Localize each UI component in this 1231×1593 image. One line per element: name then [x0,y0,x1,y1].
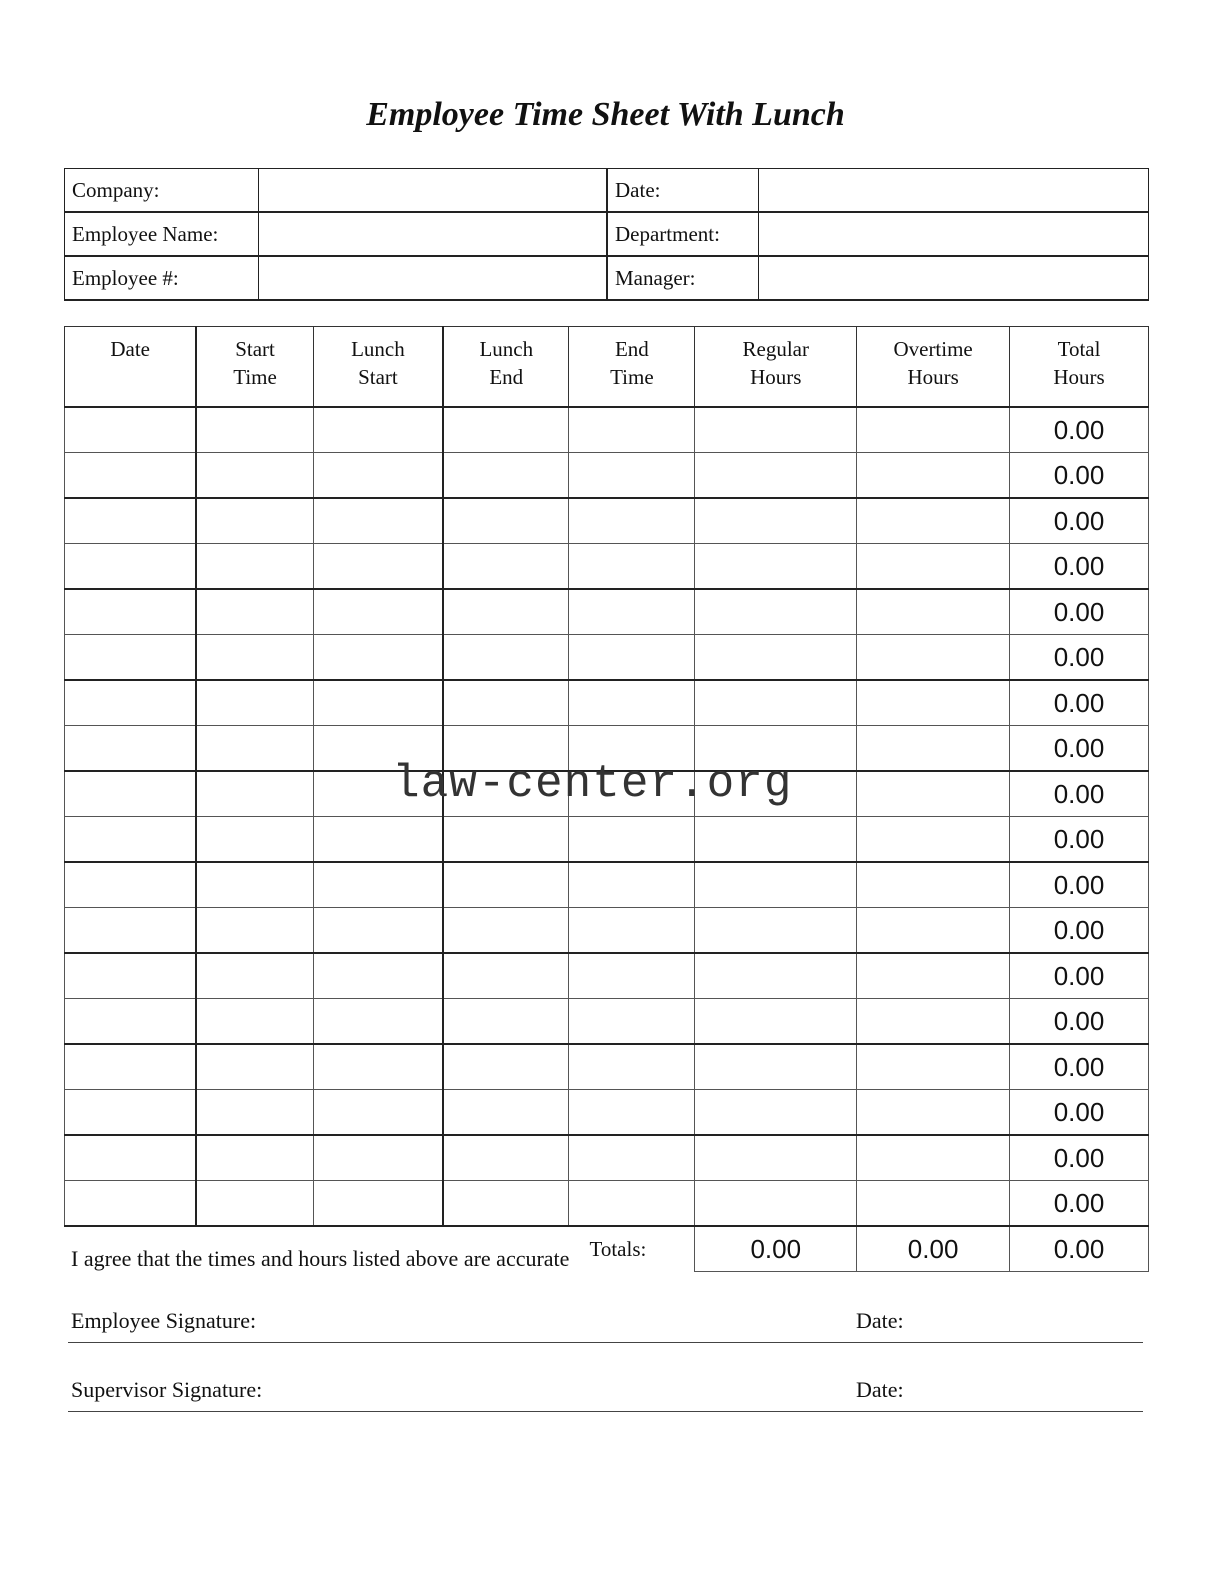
total-hours-cell: 0.00 [1010,544,1149,590]
regular-hours-cell[interactable] [695,1135,857,1181]
info-row-company [65,169,1149,213]
date-cell[interactable] [65,453,197,499]
regular-hours-cell[interactable] [695,635,857,681]
lunch-end-cell[interactable] [443,453,569,499]
lunch-end-cell[interactable] [443,726,569,772]
lunch-end-cell[interactable] [443,635,569,681]
date-cell[interactable] [65,908,197,954]
overtime-hours-cell[interactable] [857,726,1010,772]
total-hours-cell: 0.00 [1010,862,1149,908]
header-date: Date [65,327,197,408]
table-row [65,771,1149,817]
total-hours-cell: 0.00 [1010,635,1149,681]
employee-name-field[interactable] [259,212,608,256]
end-time-cell[interactable] [569,407,695,453]
start-time-cell[interactable] [196,407,313,453]
timesheet-header-row [65,327,1149,408]
regular-hours-cell[interactable] [695,498,857,544]
end-time-cell[interactable] [569,862,695,908]
lunch-end-cell[interactable] [443,908,569,954]
overtime-hours-cell[interactable] [857,1090,1010,1136]
end-time-cell[interactable] [569,771,695,817]
start-time-cell[interactable] [196,589,313,635]
table-row [65,1044,1149,1090]
start-time-cell[interactable] [196,1044,313,1090]
end-time-cell[interactable] [569,1090,695,1136]
total-hours-cell: 0.00 [1010,680,1149,726]
total-hours-cell: 0.00 [1010,498,1149,544]
company-label: Company: [65,169,259,213]
total-hours-cell: 0.00 [1010,726,1149,772]
total-hours-cell: 0.00 [1010,771,1149,817]
end-time-cell[interactable] [569,1135,695,1181]
date-cell[interactable] [65,589,197,635]
total-hours-cell: 0.00 [1010,1090,1149,1136]
lunch-end-cell[interactable] [443,771,569,817]
table-row [65,999,1149,1045]
date-cell[interactable] [65,862,197,908]
watermark: law-center.org [392,758,793,810]
header-end-time: End Time [569,327,695,408]
table-row [65,1135,1149,1181]
table-row [65,498,1149,544]
header-regular-hours: Regular Hours [695,327,857,408]
employee-number-field[interactable] [259,256,608,300]
timesheet-table [64,326,1149,1272]
regular-hours-cell[interactable] [695,908,857,954]
overtime-hours-cell[interactable] [857,1135,1010,1181]
total-hours-cell: 0.00 [1010,453,1149,499]
table-row [65,407,1149,453]
overtime-hours-cell[interactable] [857,953,1010,999]
date-cell[interactable] [65,1135,197,1181]
regular-hours-cell[interactable] [695,953,857,999]
overtime-hours-cell[interactable] [857,817,1010,863]
lunch-end-cell[interactable] [443,1181,569,1227]
start-time-cell[interactable] [196,771,313,817]
date-cell[interactable] [65,407,197,453]
regular-hours-cell[interactable] [695,1044,857,1090]
end-time-cell[interactable] [569,999,695,1045]
end-time-cell[interactable] [569,953,695,999]
lunch-end-cell[interactable] [443,544,569,590]
lunch-start-cell[interactable] [313,771,443,817]
start-time-cell[interactable] [196,953,313,999]
date-cell[interactable] [65,953,197,999]
table-row [65,635,1149,681]
table-row [65,862,1149,908]
date-cell[interactable] [65,1044,197,1090]
lunch-start-cell[interactable] [313,817,443,863]
start-time-cell[interactable] [196,1090,313,1136]
lunch-end-cell[interactable] [443,589,569,635]
lunch-start-cell[interactable] [313,726,443,772]
lunch-end-cell[interactable] [443,407,569,453]
employee-name-label: Employee Name: [65,212,259,256]
overtime-hours-cell[interactable] [857,589,1010,635]
employee-signature-date-label: Date: [856,1308,904,1333]
overtime-hours-cell[interactable] [857,680,1010,726]
total-hours-cell: 0.00 [1010,817,1149,863]
end-time-cell[interactable] [569,726,695,772]
grand-total-hours: 0.00 [1010,1226,1149,1272]
date-label: Date: [607,169,759,213]
employee-signature-label: Employee Signature: [71,1308,257,1333]
employee-info-table [64,168,1149,301]
lunch-start-cell[interactable] [313,1181,443,1227]
regular-hours-cell[interactable] [695,726,857,772]
date-cell[interactable] [65,544,197,590]
supervisor-signature-line[interactable] [68,1377,1143,1412]
regular-hours-cell[interactable] [695,999,857,1045]
overtime-hours-cell[interactable] [857,544,1010,590]
lunch-start-cell[interactable] [313,589,443,635]
totals-label: Totals: [589,1236,647,1261]
regular-hours-cell[interactable] [695,1090,857,1136]
total-hours-cell: 0.00 [1010,999,1149,1045]
page-title: Employee Time Sheet With Lunch [366,96,845,133]
overtime-hours-cell[interactable] [857,498,1010,544]
total-hours-cell: 0.00 [1010,1135,1149,1181]
date-cell[interactable] [65,498,197,544]
table-row [65,1090,1149,1136]
total-overtime-hours: 0.00 [857,1226,1010,1272]
end-time-cell[interactable] [569,1044,695,1090]
info-row-employee-number [65,256,1149,300]
start-time-cell[interactable] [196,498,313,544]
lunch-start-cell[interactable] [313,635,443,681]
regular-hours-cell[interactable] [695,817,857,863]
date-cell[interactable] [65,999,197,1045]
lunch-start-cell[interactable] [313,407,443,453]
end-time-cell[interactable] [569,817,695,863]
total-regular-hours: 0.00 [695,1226,857,1272]
supervisor-signature-date-label: Date: [856,1377,904,1402]
table-row [65,1181,1149,1227]
header-start-time: Start Time [196,327,313,408]
regular-hours-cell[interactable] [695,453,857,499]
lunch-end-cell[interactable] [443,1044,569,1090]
company-field[interactable] [259,169,608,213]
end-time-cell[interactable] [569,453,695,499]
total-hours-cell: 0.00 [1010,953,1149,999]
lunch-end-cell[interactable] [443,817,569,863]
date-cell[interactable] [65,680,197,726]
date-cell[interactable] [65,771,197,817]
lunch-start-cell[interactable] [313,862,443,908]
regular-hours-cell[interactable] [695,589,857,635]
lunch-start-cell[interactable] [313,953,443,999]
overtime-hours-cell[interactable] [857,999,1010,1045]
table-row [65,453,1149,499]
date-field[interactable] [759,169,1149,213]
lunch-start-cell[interactable] [313,908,443,954]
total-hours-cell: 0.00 [1010,589,1149,635]
lunch-start-cell[interactable] [313,453,443,499]
overtime-hours-cell[interactable] [857,1044,1010,1090]
table-row [65,589,1149,635]
date-cell[interactable] [65,635,197,681]
start-time-cell[interactable] [196,1135,313,1181]
overtime-hours-cell[interactable] [857,635,1010,681]
employee-signature-line[interactable] [68,1308,1143,1343]
date-cell[interactable] [65,1181,197,1227]
table-row [65,817,1149,863]
lunch-start-cell[interactable] [313,498,443,544]
regular-hours-cell[interactable] [695,1181,857,1227]
overtime-hours-cell[interactable] [857,862,1010,908]
end-time-cell[interactable] [569,544,695,590]
lunch-end-cell[interactable] [443,953,569,999]
end-time-cell[interactable] [569,1181,695,1227]
start-time-cell[interactable] [196,453,313,499]
lunch-end-cell[interactable] [443,680,569,726]
total-hours-cell: 0.00 [1010,908,1149,954]
end-time-cell[interactable] [569,635,695,681]
overtime-hours-cell[interactable] [857,407,1010,453]
lunch-start-cell[interactable] [313,1044,443,1090]
end-time-cell[interactable] [569,680,695,726]
table-row [65,726,1149,772]
lunch-start-cell[interactable] [313,999,443,1045]
start-time-cell[interactable] [196,544,313,590]
header-total-hours: Total Hours [1010,327,1149,408]
lunch-end-cell[interactable] [443,862,569,908]
regular-hours-cell[interactable] [695,544,857,590]
lunch-start-cell[interactable] [313,1090,443,1136]
start-time-cell[interactable] [196,726,313,772]
end-time-cell[interactable] [569,589,695,635]
table-row [65,953,1149,999]
department-field[interactable] [759,212,1149,256]
start-time-cell[interactable] [196,862,313,908]
date-cell[interactable] [65,726,197,772]
lunch-end-cell[interactable] [443,1135,569,1181]
lunch-start-cell[interactable] [313,680,443,726]
department-label: Department: [607,212,759,256]
overtime-hours-cell[interactable] [857,453,1010,499]
regular-hours-cell[interactable] [695,771,857,817]
start-time-cell[interactable] [196,635,313,681]
overtime-hours-cell[interactable] [857,771,1010,817]
agreement-statement: I agree that the times and hours listed above are accurate [71,1246,570,1271]
total-hours-cell: 0.00 [1010,407,1149,453]
date-cell[interactable] [65,817,197,863]
total-hours-cell: 0.00 [1010,1181,1149,1227]
lunch-end-cell[interactable] [443,498,569,544]
total-hours-cell: 0.00 [1010,1044,1149,1090]
end-time-cell[interactable] [569,908,695,954]
overtime-hours-cell[interactable] [857,908,1010,954]
start-time-cell[interactable] [196,999,313,1045]
lunch-end-cell[interactable] [443,1090,569,1136]
start-time-cell[interactable] [196,1181,313,1227]
table-row [65,544,1149,590]
header-overtime-hours: Overtime Hours [857,327,1010,408]
lunch-start-cell[interactable] [313,1135,443,1181]
regular-hours-cell[interactable] [695,407,857,453]
table-row [65,908,1149,954]
date-cell[interactable] [65,1090,197,1136]
lunch-start-cell[interactable] [313,544,443,590]
regular-hours-cell[interactable] [695,862,857,908]
lunch-end-cell[interactable] [443,999,569,1045]
manager-label: Manager: [607,256,759,300]
regular-hours-cell[interactable] [695,680,857,726]
employee-number-label: Employee #: [65,256,259,300]
info-row-employee-name [65,212,1149,256]
manager-field[interactable] [759,256,1149,300]
start-time-cell[interactable] [196,817,313,863]
header-lunch-start: Lunch Start [313,327,443,408]
overtime-hours-cell[interactable] [857,1181,1010,1227]
table-row [65,680,1149,726]
header-lunch-end: Lunch End [443,327,569,408]
start-time-cell[interactable] [196,908,313,954]
end-time-cell[interactable] [569,498,695,544]
supervisor-signature-label: Supervisor Signature: [71,1377,263,1402]
start-time-cell[interactable] [196,680,313,726]
